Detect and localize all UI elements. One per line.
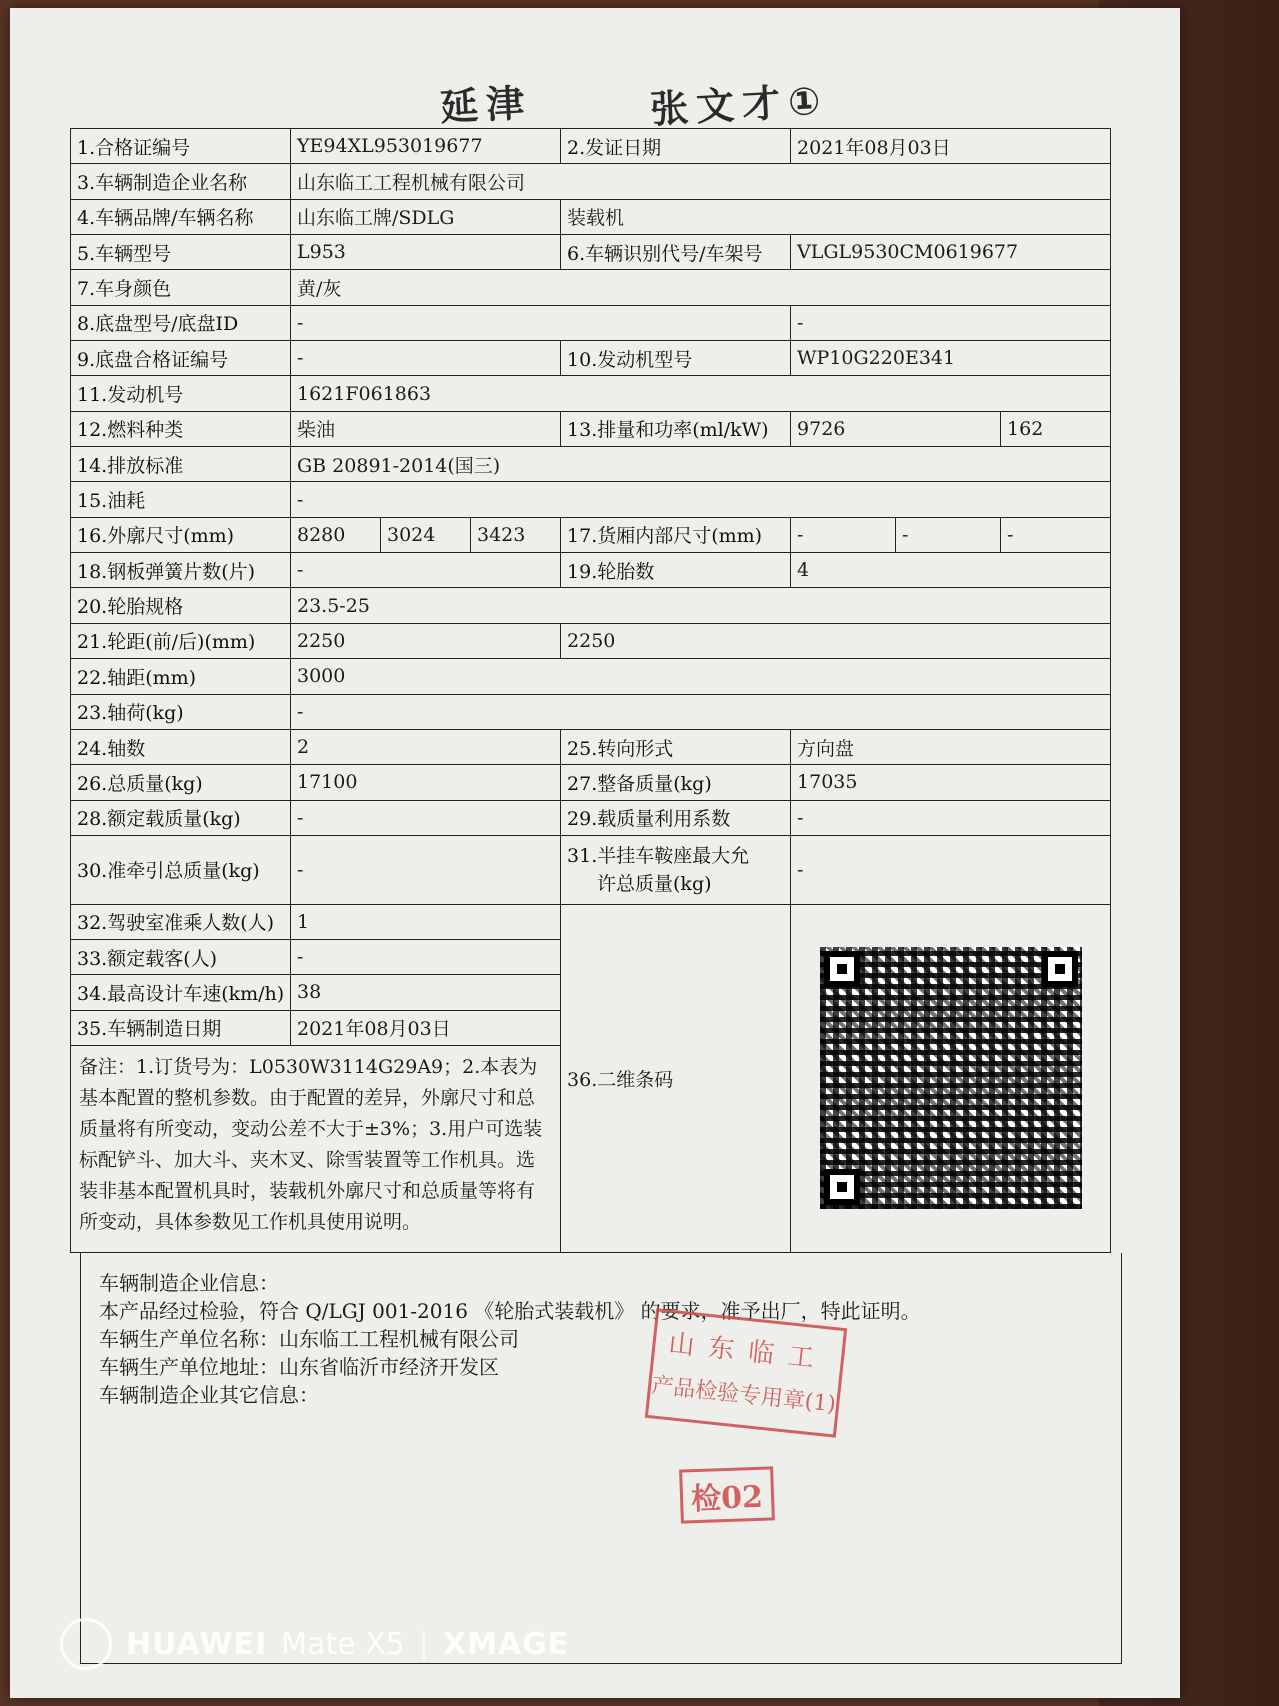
value-cargo-length: - [791,517,896,552]
qr-finder-top-left [824,951,860,987]
label-cert-no: 1.合格证编号 [71,129,291,164]
label-cargo-size: 17.货厢内部尺寸(mm) [561,517,791,552]
seal-company: 山东临工 [667,1328,830,1376]
value-issue-date: 2021年08月03日 [791,129,1111,164]
row-1 [71,129,1111,164]
row-32 [71,904,1111,939]
value-track-front: 2250 [291,623,561,658]
row-11 [71,376,1111,411]
value-cargo-height: - [1001,517,1111,552]
inspector-stamp: 检02 [679,1466,775,1523]
value-width: 3024 [381,517,471,552]
row-26 [71,765,1111,800]
value-chassis-id: - [791,305,1111,340]
row-14 [71,447,1111,482]
label-tire-count: 19.轮胎数 [561,553,791,588]
row-3 [71,164,1111,199]
label-max-speed: 34.最高设计车速(km/h) [71,975,291,1010]
row-15 [71,482,1111,517]
value-tire-spec: 23.5-25 [291,588,1111,623]
value-engine-no: 1621F061863 [291,376,1111,411]
label-tire-spec: 20.轮胎规格 [71,588,291,623]
qr-finder-top-right [1042,951,1078,987]
label-curb-mass: 27.整备质量(kg) [561,765,791,800]
value-fuel-consumption: - [291,482,1111,517]
value-length: 8280 [291,517,381,552]
label-engine-no: 11.发动机号 [71,376,291,411]
row-9 [71,341,1111,376]
label-outer-size: 16.外廓尺寸(mm) [71,517,291,552]
value-power: 162 [1001,411,1111,446]
label-wheelbase: 22.轴距(mm) [71,659,291,694]
value-model: L953 [291,235,561,270]
row-8 [71,305,1111,340]
value-cargo-width: - [896,517,1001,552]
info-other: 车辆制造企业其它信息： [99,1383,319,1407]
row-28 [71,800,1111,835]
value-cert-no: YE94XL953019677 [291,129,561,164]
value-chassis-model: - [291,305,791,340]
label-saddle-mass [561,835,791,904]
seal-purpose: 产品检验专用章(1) [650,1373,838,1418]
label-emission: 14.排放标准 [71,447,291,482]
value-emission: GB 20891-2014(国三) [291,447,1111,482]
info-heading: 车辆制造企业信息： [99,1271,279,1295]
row-22 [71,659,1111,694]
label-axle-load: 23.轴荷(kg) [71,694,291,729]
label-tow-mass: 30.准牵引总质量(kg) [71,835,291,904]
value-tire-count: 4 [791,553,1111,588]
value-leaf-springs: - [291,553,561,588]
label-steering: 25.转向形式 [561,729,791,764]
row-12 [71,411,1111,446]
label-track: 21.轮距(前/后)(mm) [71,623,291,658]
value-manufacture-date: 2021年08月03日 [291,1010,561,1045]
qr-finder-bottom-left [824,1169,860,1205]
label-total-mass: 26.总质量(kg) [71,765,291,800]
value-cab-seats: 1 [291,904,561,939]
value-max-speed: 38 [291,975,561,1010]
label-axles: 24.轴数 [71,729,291,764]
value-axle-load: - [291,694,1111,729]
certificate-table [70,128,1111,1253]
info-unit-address: 车辆生产单位地址：山东省临沂市经济开发区 [99,1355,499,1379]
inspection-seal [645,1308,847,1437]
label-rated-load: 28.额定载质量(kg) [71,800,291,835]
label-qr-code: 36.二维条码 [561,904,791,1253]
value-brand: 山东临工牌/SDLG [291,199,561,234]
label-issue-date: 2.发证日期 [561,129,791,164]
label-manufacture-date: 35.车辆制造日期 [71,1010,291,1045]
handwriting-right: 张文才① [649,78,830,132]
qr-code-icon [820,947,1082,1209]
watermark-model: Mate X5 [281,1626,405,1662]
row-24 [71,729,1111,764]
info-compliance: 本产品经过检验，符合 Q/LGJ 001-2016 《轮胎式装载机》 的要求，准予出厂，特此证明。 [99,1299,921,1323]
handwriting-left: 延津 [439,80,534,130]
label-fuel-consumption: 15.油耗 [71,482,291,517]
label-displacement-power: 13.排量和功率(ml/kW) [561,411,791,446]
label-manufacturer: 3.车辆制造企业名称 [71,164,291,199]
label-saddle-mass-line1: 31.半挂车鞍座最大允 [567,844,750,867]
label-leaf-springs: 18.钢板弹簧片数(片) [71,553,291,588]
value-total-mass: 17100 [291,765,561,800]
row-18 [71,553,1111,588]
value-curb-mass: 17035 [791,765,1111,800]
row-7 [71,270,1111,305]
value-saddle-mass: - [791,835,1111,904]
value-displacement: 9726 [791,411,1001,446]
value-height: 3423 [471,517,561,552]
label-color: 7.车身颜色 [71,270,291,305]
label-chassis-cert: 9.底盘合格证编号 [71,341,291,376]
value-wheelbase: 3000 [291,659,1111,694]
value-passengers: - [291,939,561,974]
label-load-factor: 29.载质量利用系数 [561,800,791,835]
value-steering: 方向盘 [791,729,1111,764]
value-chassis-cert: - [291,341,561,376]
row-5 [71,235,1111,270]
watermark-separator: | [418,1626,429,1662]
value-track-rear: 2250 [561,623,1111,658]
camera-lens-icon [60,1618,112,1670]
manufacturer-info-box [80,1253,1122,1664]
value-load-factor: - [791,800,1111,835]
value-engine-model: WP10G220E341 [791,341,1111,376]
notes-text: 备注：1.订货号为：L0530W3114G29A9；2.本表为基本配置的整机参数。由于配置的差异，外廓尺寸和总质量将有所变动，变动公差不大于±3%；3.用户可选装标配铲斗、加大斗、夹木叉、除雪装置等工作机具。选装非基本配置机具时，装载机外廓尺寸和总质量等将有所变动，具体参数见工作机具使用说明。 [71,1045,561,1252]
value-vin: VLGL9530CM0619677 [791,235,1111,270]
label-brand: 4.车辆品牌/车辆名称 [71,199,291,234]
row-20 [71,588,1111,623]
value-manufacturer: 山东临工工程机械有限公司 [291,164,1111,199]
info-unit-name: 车辆生产单位名称：山东临工工程机械有限公司 [99,1327,519,1351]
value-fuel: 柴油 [291,411,561,446]
watermark-brand: HUAWEI [126,1626,268,1662]
label-engine-model: 10.发动机型号 [561,341,791,376]
qr-cell [791,904,1111,1253]
label-model: 5.车辆型号 [71,235,291,270]
label-cab-seats: 32.驾驶室准乘人数(人) [71,904,291,939]
value-tow-mass: - [291,835,561,904]
label-chassis-model: 8.底盘型号/底盘ID [71,305,291,340]
value-rated-load: - [291,800,561,835]
camera-watermark [60,1618,569,1670]
label-fuel: 12.燃料种类 [71,411,291,446]
label-vin: 6.车辆识别代号/车架号 [561,235,791,270]
label-saddle-mass-line2: 许总质量(kg) [597,872,712,895]
value-vehicle-name: 装载机 [561,199,1111,234]
value-axles: 2 [291,729,561,764]
row-4 [71,199,1111,234]
row-16 [71,517,1111,552]
row-21 [71,623,1111,658]
watermark-sub: XMAGE [442,1626,570,1662]
value-color: 黄/灰 [291,270,1111,305]
row-30 [71,835,1111,904]
label-passengers: 33.额定载客(人) [71,939,291,974]
row-23 [71,694,1111,729]
